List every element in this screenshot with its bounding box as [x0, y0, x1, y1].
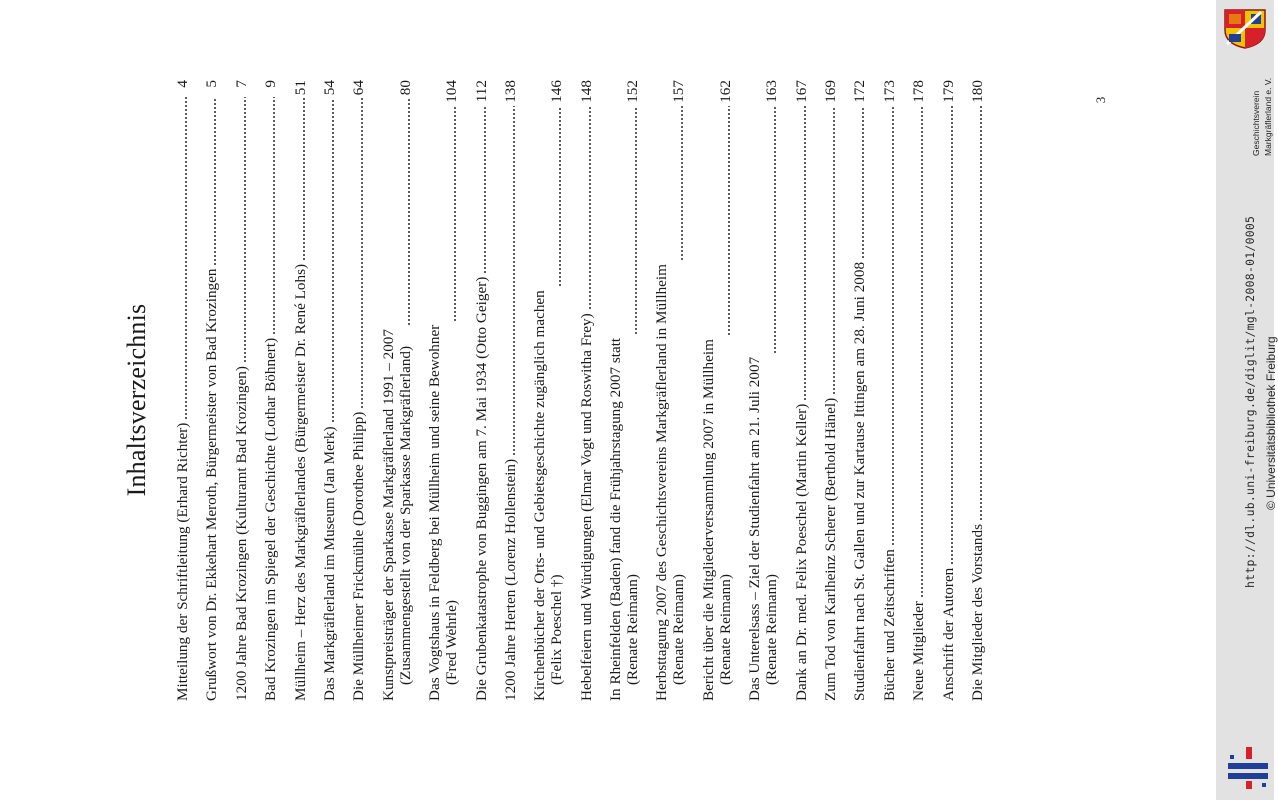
toc-entry-title	[380, 329, 414, 701]
toc-entry-line: Das Markgräflerland im Museum (Jan Merk)	[320, 426, 338, 701]
toc-page-number: 179	[939, 80, 957, 103]
toc-entry	[700, 80, 734, 701]
toc-entry-line: Kunstpreisträger der Sparkasse Markgräflerland 1991 – 2007	[379, 329, 397, 701]
toc-page-number: 138	[501, 80, 519, 103]
toc-page-number: 51	[291, 80, 309, 96]
toc-entry-line: Herbsttagung 2007 des Geschichtsvereins Markgräflerland in Müllheim	[653, 264, 671, 701]
toc-entry	[746, 80, 780, 701]
toc-entry	[262, 80, 279, 701]
toc-entry-title	[607, 338, 641, 701]
toc-page-number: 152	[624, 80, 642, 103]
toc-page-number: 9	[262, 80, 280, 88]
toc-page-number: 7	[232, 80, 250, 88]
university-library-logo-icon	[1226, 745, 1270, 791]
dot-leader	[804, 106, 806, 401]
dot-leader	[728, 106, 730, 336]
toc-list	[174, 80, 998, 701]
dot-leader	[559, 106, 561, 287]
toc-entry-title	[969, 524, 986, 701]
toc-entry	[969, 80, 986, 701]
toc-entry-line-continued: (Fred Wehrle)	[443, 600, 461, 685]
toc-entry-line-continued: (Renate Reimann)	[624, 574, 642, 685]
dot-leader	[921, 106, 923, 598]
toc-entry-title	[262, 338, 279, 701]
dot-leader	[332, 98, 334, 423]
toc-entry	[940, 80, 957, 701]
toc-entry-title	[531, 290, 565, 701]
toc-page-number: 54	[320, 80, 338, 96]
toc-entry	[910, 80, 927, 701]
toc-entry	[502, 80, 519, 701]
society-name-line1: Geschichtsverein	[1251, 90, 1261, 156]
toc-entry-line: Die Müllheimer Frickmühle (Dorothee Philipp)	[350, 411, 368, 701]
toc-entry-title	[174, 423, 191, 701]
toc-entry-title	[321, 426, 338, 701]
toc-entry-line: Das Vogtshaus in Feldberg bei Müllheim und seine Bewohner	[426, 324, 444, 701]
toc-entry-line-continued: (Zusammengestellt von der Sparkasse Markgräflerland)	[396, 345, 414, 685]
toc-entry-title	[793, 404, 810, 701]
dot-leader	[681, 106, 683, 261]
toc-entry	[531, 80, 565, 701]
page-number: 3	[1093, 96, 1108, 104]
dot-leader	[589, 106, 591, 311]
toc-page-number: 148	[577, 80, 595, 103]
toc-entry-title	[746, 357, 780, 701]
toc-page-number: 167	[792, 80, 810, 103]
toc-page-number: 172	[851, 80, 869, 103]
dot-leader	[774, 106, 776, 354]
toc-entry-line-continued: (Felix Poeschel †)	[548, 574, 566, 685]
dot-leader	[484, 105, 486, 273]
toc-page-number: 163	[763, 80, 781, 103]
toc-page-number: 64	[350, 80, 368, 96]
toc-entry	[292, 80, 309, 701]
toc-entry	[233, 80, 250, 701]
toc-entry	[793, 80, 810, 701]
toc-entry	[203, 80, 220, 701]
toc-entry-title	[473, 277, 490, 701]
toc-entry-line: 1200 Jahre Herten (Lorenz Hollenstein)	[501, 458, 519, 701]
dot-leader	[408, 98, 410, 326]
toc-entry	[350, 80, 367, 701]
dot-leader	[862, 106, 864, 259]
toc-entry-title	[502, 459, 519, 701]
copyright-notice: © Universitätsbibliothek Freiburg	[1264, 336, 1278, 510]
dot-leader	[185, 97, 187, 420]
toc-entry-line: Neue Mitglieder	[910, 601, 928, 701]
toc-page-number: 157	[670, 80, 688, 103]
toc-entry-line: Dank an Dr. med. Felix Poeschel (Martin Keller)	[792, 403, 810, 701]
toc-entry-line-continued: (Renate Reimann)	[716, 574, 734, 685]
toc-entry-line: Bad Krozingen im Spiegel der Geschichte (Lothar Böhnert)	[262, 337, 280, 701]
toc-entry-line: Hebelfeiern und Würdigungen (Elmar Vogt und Roswitha Frey)	[577, 313, 595, 701]
toc-entry-title	[910, 601, 927, 701]
dot-leader	[214, 97, 216, 266]
toc-entry-title	[350, 412, 367, 701]
dot-leader	[273, 97, 275, 335]
toc-entry-line: Die Grubenkatastrophe von Buggingen am 7. Mai 1934 (Otto Geiger)	[472, 276, 490, 701]
toc-entry	[653, 80, 687, 701]
dot-leader	[833, 106, 835, 395]
source-url[interactable]: http://dl.ub.uni-freiburg.de/diglit/mgl-2008-01/0005	[1243, 215, 1257, 588]
toc-entry	[174, 80, 191, 701]
toc-entry-line: Bücher und Zeitschriften	[880, 549, 898, 701]
coat-of-arms-icon	[1221, 6, 1269, 50]
toc-entry-line: Kirchenbücher der Orts- und Gebietsgeschichte zugänglich machen	[531, 290, 549, 701]
dot-leader	[513, 106, 515, 456]
toc-entry	[578, 80, 595, 701]
toc-entry-line: Anschrift der Autoren	[939, 567, 957, 701]
toc-page-number: 178	[910, 80, 928, 103]
toc-entry-title	[426, 325, 460, 701]
dot-leader	[244, 97, 246, 363]
toc-entry-line: Zum Tod von Karlheinz Scherer (Berthold Hänel)	[822, 397, 840, 701]
toc-entry	[426, 80, 460, 701]
toc-entry	[607, 80, 641, 701]
toc-entry-line: Studienfahrt nach St. Gallen und zur Kartause Ittingen am 28. Juni 2008	[851, 261, 869, 701]
page-title: Inhaltsverzeichnis	[122, 303, 151, 497]
toc-entry	[822, 80, 839, 701]
toc-page-number: 146	[548, 80, 566, 103]
toc-entry	[380, 80, 414, 701]
dot-leader	[951, 106, 953, 565]
dot-leader	[454, 106, 456, 322]
toc-entry-title	[851, 262, 868, 701]
toc-page-number: 162	[716, 80, 734, 103]
toc-page-number: 104	[443, 80, 461, 103]
toc-page-number: 169	[822, 80, 840, 103]
dot-leader	[980, 106, 982, 521]
toc-entry-line: Mitteilung der Schriftleitung (Erhard Richter)	[174, 422, 191, 701]
toc-page-number: 173	[880, 80, 898, 103]
toc-page-number: 112	[472, 80, 490, 103]
society-name-line2: Markgräflerland e. V.	[1263, 77, 1273, 156]
toc-entry	[881, 80, 898, 701]
toc-page-number: 80	[396, 80, 414, 96]
toc-entry-line-continued: (Renate Reimann)	[763, 574, 781, 685]
toc-entry-line: In Rheinfelden (Baden) fand die Frühjahrstagung 2007 statt	[607, 337, 625, 701]
toc-entry	[321, 80, 338, 701]
toc-entry-title	[940, 568, 957, 701]
toc-entry-line-continued: (Renate Reimann)	[670, 574, 688, 685]
toc-entry-title	[578, 313, 595, 701]
dot-leader	[892, 106, 894, 546]
toc-entry-title	[292, 264, 309, 701]
toc-entry-title	[881, 549, 898, 701]
toc-entry	[473, 80, 490, 701]
toc-entry-line: Grußwort von Dr. Ekkehart Meroth, Bürgermeister von Bad Krozingen	[203, 268, 221, 701]
toc-entry-line: Die Mitglieder des Vorstands	[968, 523, 986, 701]
toc-entry-title	[700, 339, 734, 701]
toc-entry-title	[233, 366, 250, 701]
toc-page-number: 4	[174, 80, 191, 88]
dot-leader	[303, 98, 305, 261]
dot-leader	[361, 98, 363, 408]
toc-page-number: 180	[968, 80, 986, 103]
toc-entry-line: Bericht über die Mitgliederversammlung 2007 in Müllheim	[699, 339, 717, 701]
toc-entry	[851, 80, 868, 701]
toc-entry-title	[203, 269, 220, 701]
dot-leader	[635, 106, 637, 335]
toc-entry-title	[822, 398, 839, 701]
toc-entry-line: Das Unterelsass – Ziel der Studienfahrt am 21. Juli 2007	[746, 356, 764, 701]
toc-entry-title	[653, 264, 687, 701]
toc-entry-line: Müllheim – Herz des Markgräflerlandes (Bürgermeister Dr. René Lohs)	[291, 263, 309, 701]
toc-page-number: 5	[203, 80, 221, 88]
toc-entry-line: 1200 Jahre Bad Krozingen (Kulturamt Bad Krozingen)	[232, 366, 250, 701]
